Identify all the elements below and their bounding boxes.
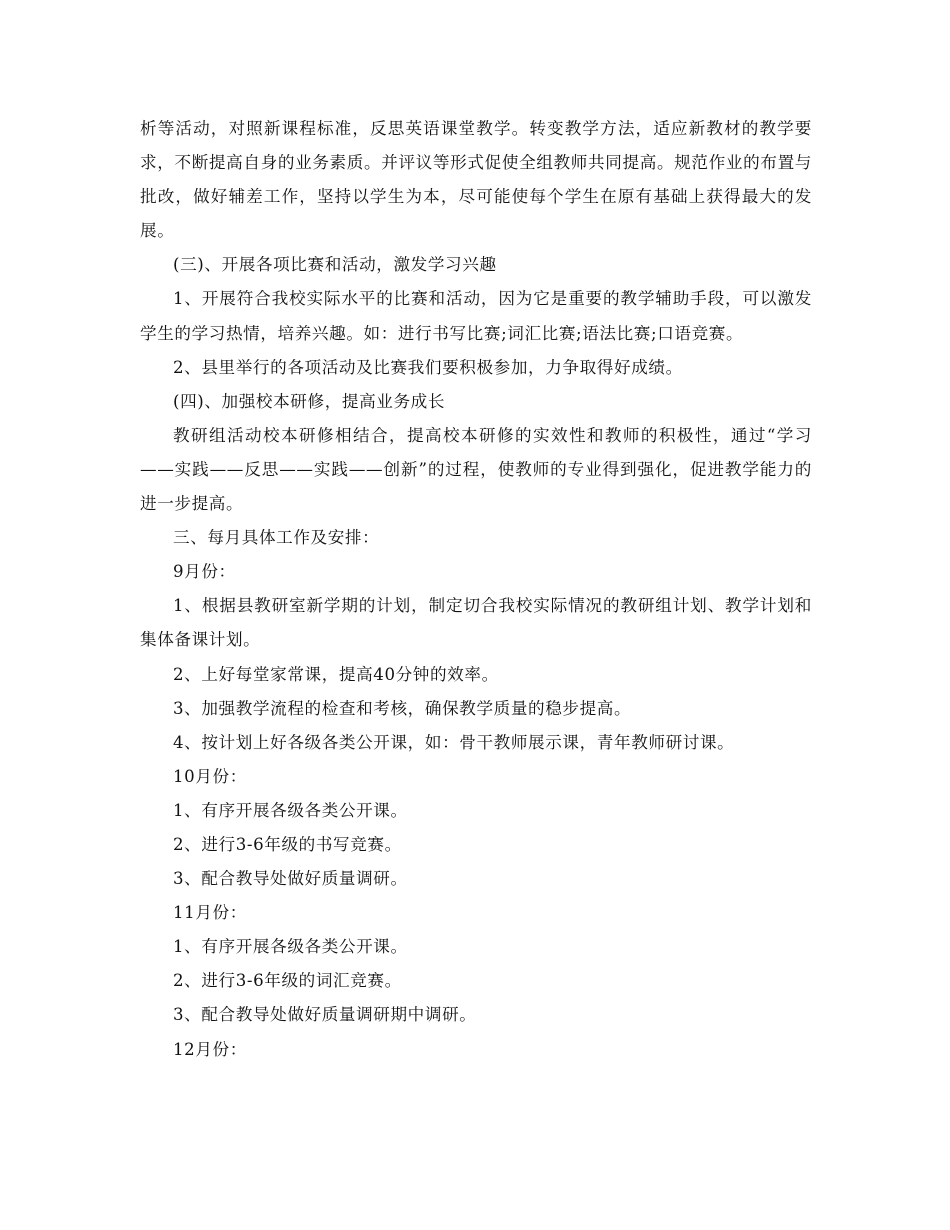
paragraph-school-research: 教研组活动校本研修相结合，提高校本研修的实效性和教师的积极性，通过“学习——实践——反思——实践——创新”的过程，使教师的专业得到强化，促进教学能力的进一步提高。	[140, 425, 812, 514]
list-item-september-2: 2、上好每堂家常课，提高40分钟的效率。	[173, 664, 499, 684]
list-item-november-1: 1、有序开展各级各类公开课。	[173, 937, 408, 957]
list-item-october-1: 1、有序开展各级各类公开课。	[173, 800, 408, 820]
list-item-september-3: 3、加强教学流程的检查和考核，确保教学质量的稳步提高。	[173, 698, 632, 718]
month-heading-december: 12月份：	[173, 1039, 247, 1059]
month-heading-september: 9月份：	[173, 562, 236, 582]
list-item-november-2: 2、进行3-6年级的词汇竞赛。	[173, 971, 402, 991]
section-heading-competitions: (三)、开展各项比赛和活动，激发学习兴趣	[173, 255, 497, 275]
list-item-september-4: 4、按计划上好各级各类公开课，如：骨干教师展示课，青年教师研讨课。	[173, 732, 735, 752]
paragraph-competitions-item-1: 1、开展符合我校实际水平的比赛和活动，因为它是重要的教学辅助手段，可以激发学生的学习热情，培养兴趣。如：进行书写比赛;词汇比赛;语法比赛;口语竞赛。	[140, 289, 812, 343]
paragraph-intro-continuation: 析等活动，对照新课程标准，反思英语课堂教学。转变教学方法，适应新教材的教学要求，不断提高自身的业务素质。并评议等形式促使全组教师共同提高。规范作业的布置与批改，做好辅差工作，坚持以学生为本，尽可能使每个学生在原有基础上获得最大的发展。	[140, 119, 812, 241]
list-item-october-3: 3、配合教导处做好质量调研。	[173, 869, 408, 889]
list-item-october-2: 2、进行3-6年级的书写竞赛。	[173, 834, 402, 854]
month-heading-october: 10月份：	[173, 766, 247, 786]
section-heading-school-research: (四)、加强校本研修，提高业务成长	[173, 391, 446, 411]
list-item-september-1: 1、根据县教研室新学期的计划，制定切合我校实际情况的教研组计划、教学计划和集体备课计划。	[140, 596, 812, 650]
list-item-november-3: 3、配合教导处做好质量调研期中调研。	[173, 1005, 477, 1025]
document-body	[140, 112, 812, 1067]
section-heading-monthly-plan: 三、每月具体工作及安排：	[173, 528, 380, 548]
month-heading-november: 11月份：	[173, 903, 247, 923]
paragraph-competitions-item-2: 2、县里举行的各项活动及比赛我们要积极参加，力争取得好成绩。	[173, 357, 683, 377]
